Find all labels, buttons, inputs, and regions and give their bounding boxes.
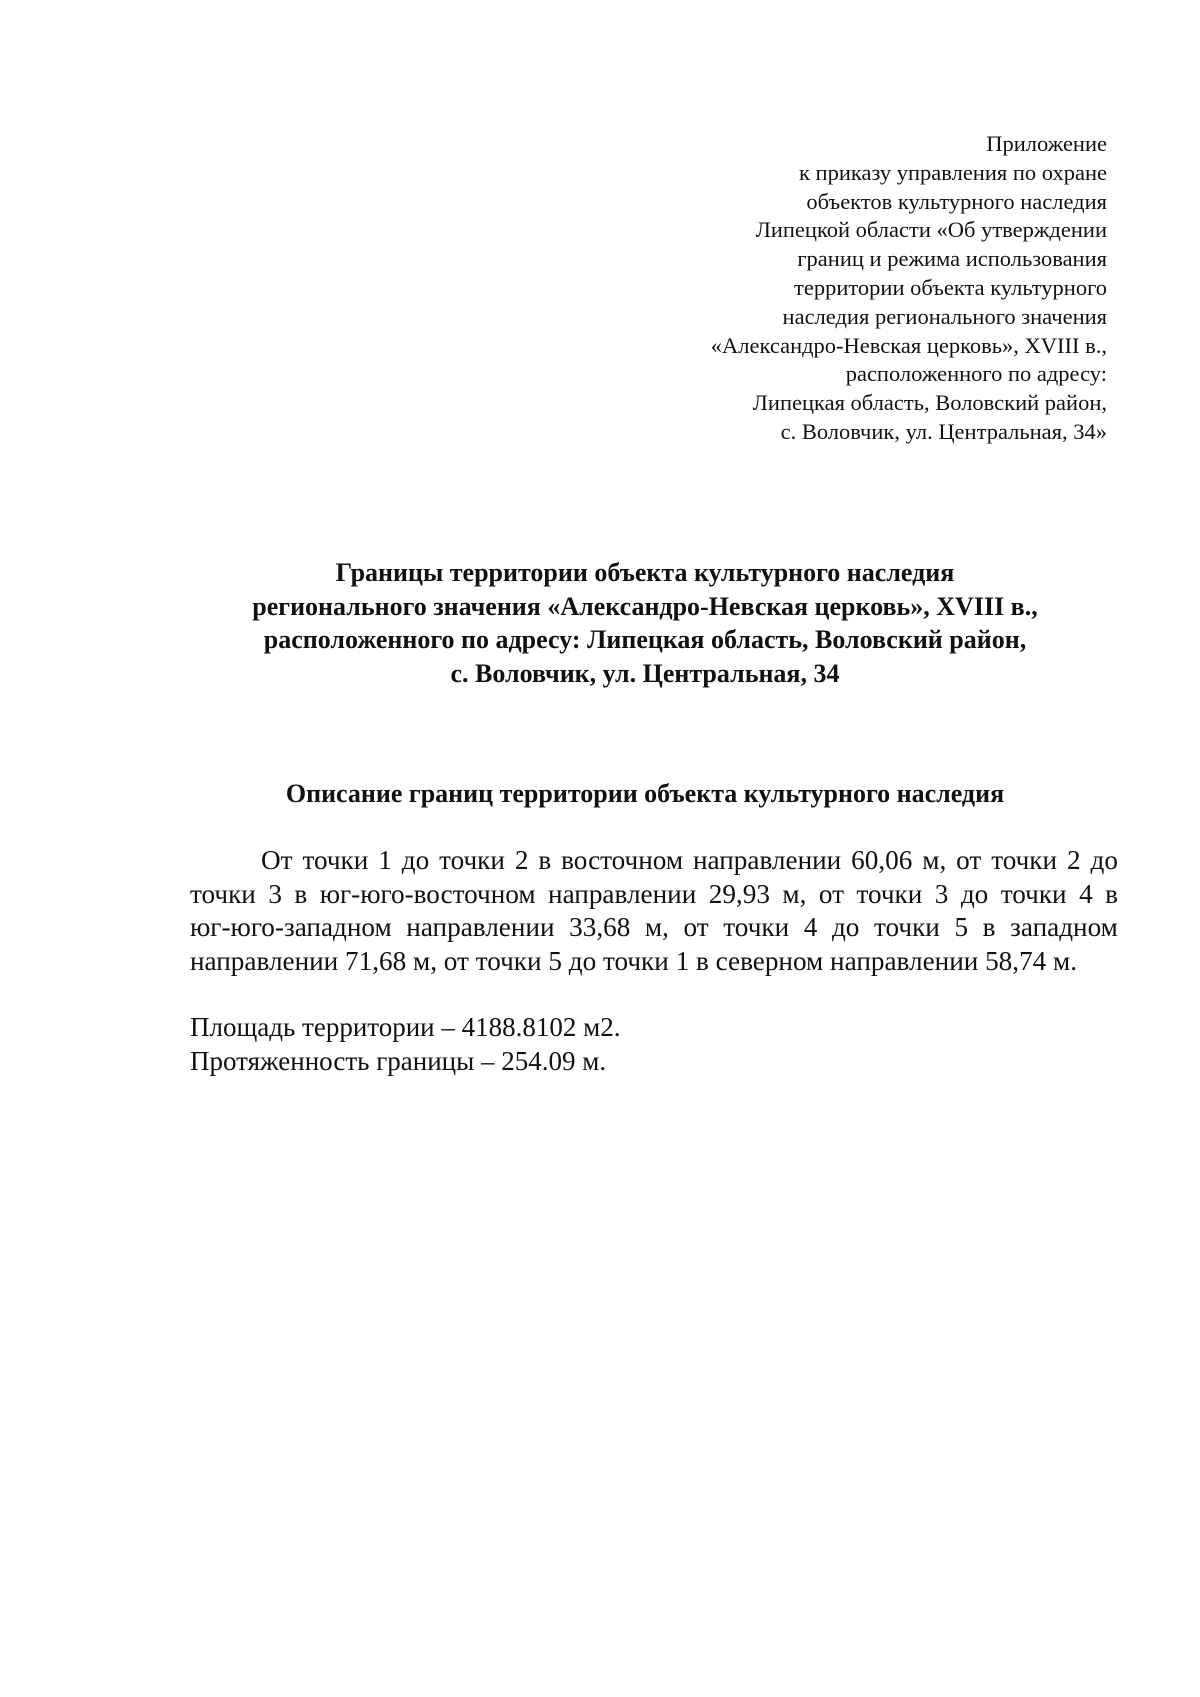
description-word: 4 xyxy=(1079,878,1093,909)
description-word: От xyxy=(261,845,293,875)
appendix-line: Приложение xyxy=(986,131,1107,156)
territory-stats xyxy=(190,1010,620,1078)
description-word: юг-юго-западном xyxy=(190,912,392,943)
description-line xyxy=(190,844,1118,878)
description-line xyxy=(190,911,1118,945)
description-word: 5 xyxy=(954,912,969,943)
boundary-length: Протяженность границы – 254.09 м. xyxy=(190,1046,607,1076)
title-line: Границы территории объекта культурного наследия xyxy=(335,558,955,587)
description-word: точки xyxy=(1000,878,1067,909)
appendix-line: Липецкая область, Воловский район, xyxy=(752,390,1107,416)
document-title xyxy=(150,556,1140,690)
description-word: восточном xyxy=(561,845,684,875)
title-line: с. Воловчик, ул. Центральная, 34 xyxy=(450,658,840,688)
description-word: до xyxy=(1090,845,1118,875)
description-word: точки xyxy=(856,878,923,909)
description-word: точки xyxy=(723,912,790,943)
description-word: направлении xyxy=(548,878,697,909)
description-word: 29,93 xyxy=(708,878,770,909)
description-line: направлении 71,68 м, от точки 5 до точки 1 в северном направлении 58,74 м. xyxy=(190,946,1078,977)
appendix-line: объектов культурного наследия xyxy=(806,188,1107,214)
boundary-description xyxy=(190,844,1118,979)
appendix-line: с. Воловчик, ул. Центральная, 34» xyxy=(780,418,1107,444)
description-word: в xyxy=(1105,878,1118,909)
description-word: 3 xyxy=(934,878,949,909)
description-line xyxy=(190,878,1118,912)
description-word: в xyxy=(294,878,308,909)
description-word: направлении xyxy=(692,845,842,875)
description-word: направлении xyxy=(406,912,555,943)
description-word: до xyxy=(960,878,989,909)
description-word: м, xyxy=(644,912,669,943)
description-word: 3 xyxy=(268,878,282,909)
appendix-line: границ и режима использования xyxy=(797,246,1107,272)
description-word: от xyxy=(683,912,709,943)
appendix-line: к приказу управления по охране xyxy=(798,159,1107,185)
description-word: от xyxy=(818,878,844,909)
appendix-line: наследия регионального значения xyxy=(782,303,1107,329)
description-word: от xyxy=(956,845,982,875)
description-word: точки xyxy=(302,845,369,875)
title-line: расположенного по адресу: Липецкая область, Воловский район, xyxy=(263,625,1027,654)
appendix-line: Липецкой области «Об утверждении xyxy=(755,217,1107,243)
description-word: 33,68 xyxy=(569,912,631,943)
description-word: 1 xyxy=(378,845,392,875)
appendix-line: территории объекта культурного xyxy=(794,274,1107,300)
appendix-header xyxy=(587,130,1107,447)
section-heading: Описание границ территории объекта культурного наследия xyxy=(285,779,1005,808)
description-word: точки xyxy=(439,845,505,875)
description-word: до xyxy=(401,845,430,875)
description-word: в xyxy=(538,845,552,875)
description-word: 4 xyxy=(803,912,818,943)
description-word: западном xyxy=(1010,912,1118,943)
title-line: регионального значения «Александро-Невская церковь», XVIII в., xyxy=(252,591,1038,621)
description-word: 2 xyxy=(514,845,529,875)
description-word: юг-юго-восточном xyxy=(319,878,536,909)
description-word: точки xyxy=(190,878,256,909)
description-word: точки xyxy=(874,912,940,943)
description-word: до xyxy=(831,912,860,943)
description-word: в xyxy=(982,912,996,943)
description-word: м, xyxy=(922,845,947,875)
appendix-line: расположенного по адресу: xyxy=(845,361,1107,387)
territory-area: Площадь территории – 4188.8102 м2. xyxy=(190,1012,621,1042)
appendix-line: «Александро-Невская церковь», XVIII в., xyxy=(710,332,1107,358)
description-word: 2 xyxy=(1067,845,1081,875)
description-word: точки xyxy=(991,845,1058,875)
description-word: 60,06 xyxy=(851,845,913,875)
description-word: м, xyxy=(782,878,807,909)
